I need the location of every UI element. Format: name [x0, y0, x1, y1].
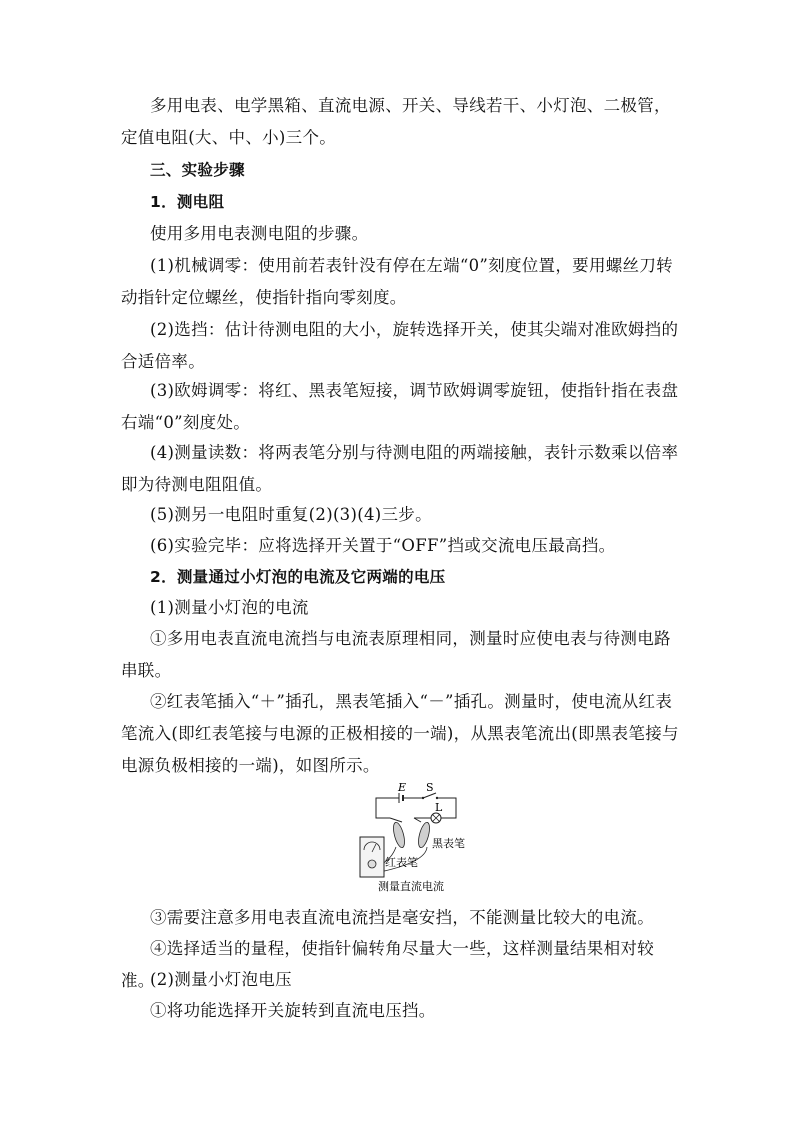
step-4: (4)测量读数：将两表笔分别与待测电阻的两端接触，表针示数乘以倍率即为待测电阻阻值。 — [121, 443, 679, 494]
black-probe-icon — [416, 821, 431, 848]
circuit-figure — [352, 780, 472, 898]
label-red-probe: 红表笔 — [385, 856, 418, 869]
part2-title: (2)测量小灯泡电压 — [150, 970, 292, 989]
step-5: (5)测另一电阻时重复(2)(3)(4)三步。 — [150, 505, 432, 524]
section-heading: 三、实验步骤 — [150, 161, 245, 179]
probe-tip-black — [414, 818, 421, 822]
step-3: (3)欧姆调零：将红、黑表笔短接，调节欧姆调零旋钮，使指针指在表盘右端“0”刻度处。 — [121, 381, 679, 432]
meter-knob — [368, 860, 376, 868]
label-e: E — [398, 781, 407, 794]
subsection-intro: 使用多用电表测电阻的步骤。 — [150, 224, 369, 243]
label-black-probe: 黑表笔 — [432, 837, 465, 850]
step-1: (1)机械调零：使用前若表针没有停在左端“0”刻度位置，要用螺丝刀转动指针定位螺丝，使指针指向零刻度。 — [121, 256, 673, 307]
subsection-title-1: 1．测电阻 — [150, 193, 225, 211]
label-l: L — [435, 801, 443, 814]
subsection-title-2: 2．测量通过小灯泡的电流及它两端的电压 — [150, 568, 446, 586]
part1-item-2: ②红表笔插入“＋”插孔，黑表笔插入“－”插孔。测量时，使电流从红表笔流入(即红表笔接与电源的正极相接的一端)，从黑表笔流出(即黑表笔接与电源负极相接的一端)，如图所示。 — [121, 692, 679, 775]
step-6: (6)实验完毕：应将选择开关置于“OFF”挡或交流电压最高挡。 — [150, 536, 616, 555]
probe-tip-red — [390, 818, 402, 822]
wire-left — [376, 798, 399, 818]
multimeter-icon — [360, 837, 384, 877]
part2-item-1: ①将功能选择开关旋转到直流电压挡。 — [150, 1001, 436, 1020]
red-probe-icon — [391, 821, 406, 848]
part1-item-3: ③需要注意多用电表直流电流挡是毫安挡，不能测量比较大的电流。 — [150, 908, 654, 927]
part1-item-1: ①多用电表直流电流挡与电流表原理相同，测量时应使电表与待测电路串联。 — [121, 629, 671, 680]
part1-title: (1)测量小灯泡的电流 — [150, 598, 309, 617]
equipment-paragraph: 多用电表、电学黑箱、直流电源、开关、导线若干、小灯泡、二极管，定值电阻(大、中、小)三个。 — [121, 96, 671, 147]
step-2: (2)选挡：估计待测电阻的大小，旋转选择开关，使其尖端对准欧姆挡的合适倍率。 — [121, 320, 679, 371]
part1-item-4: ④选择适当的量程，使指针偏转角尽量大一些，这样测量结果相对较准。 — [121, 939, 654, 990]
label-s: S — [426, 781, 434, 794]
figure-caption: 测量直流电流 — [378, 880, 444, 893]
